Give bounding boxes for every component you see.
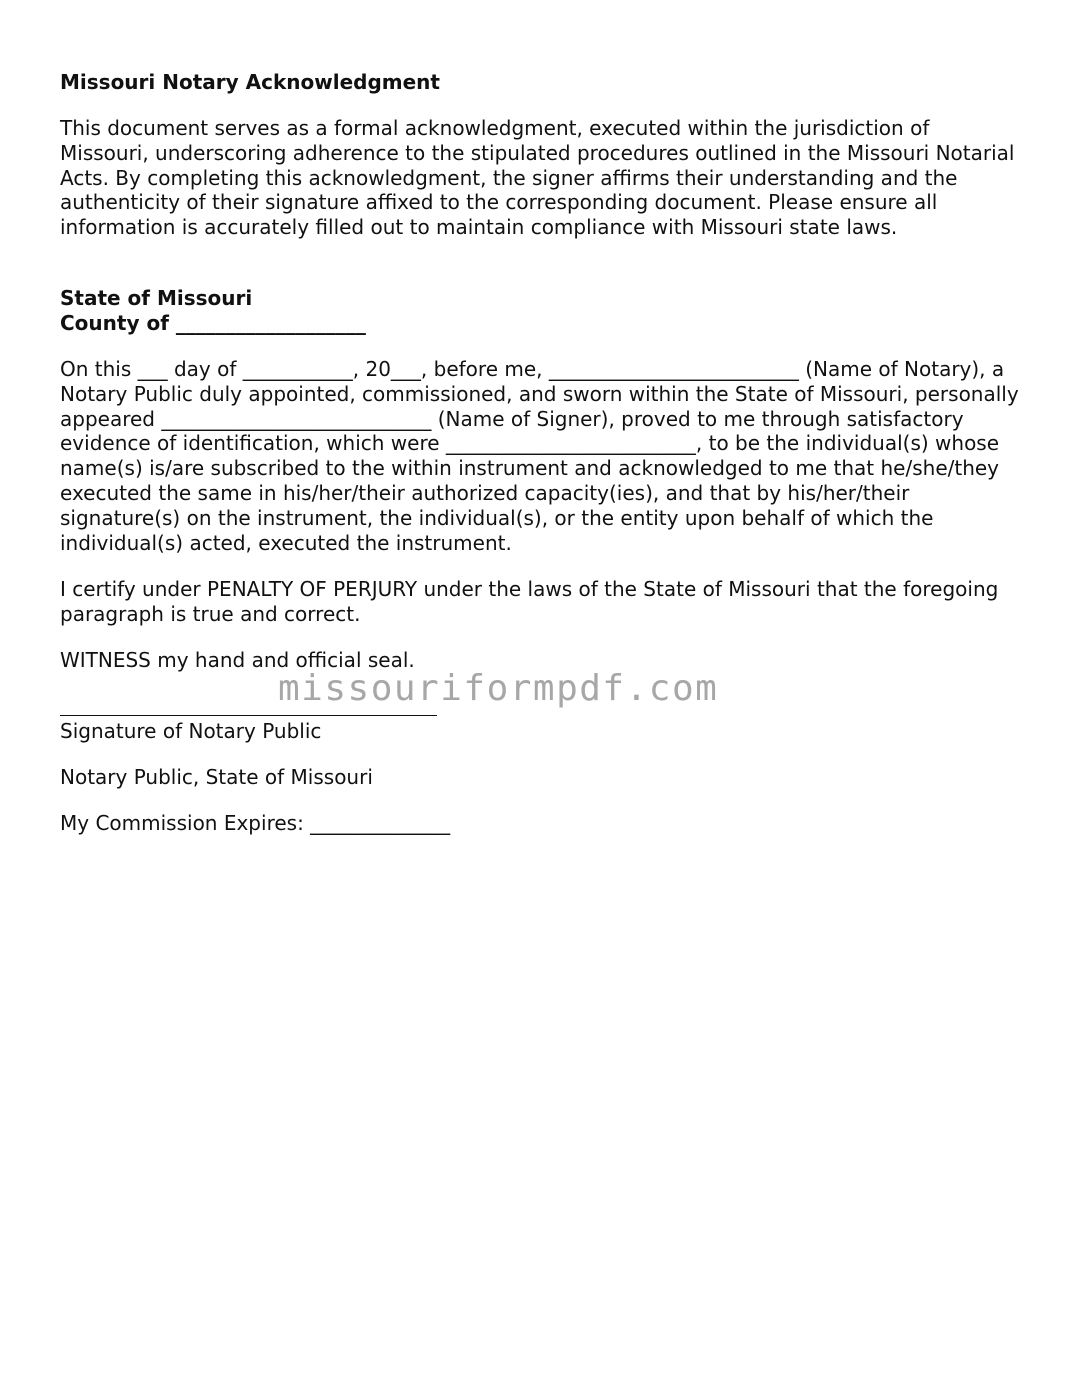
watermark: missouriformpdf.com: [278, 668, 719, 709]
certification-paragraph: I certify under PENALTY OF PERJURY under the laws of the State of Missouri that the foregoing paragraph is true and correct.: [60, 577, 999, 626]
acknowledgment-paragraph: On this ___ day of ___________, 20___, before me, _________________________ (Name of Notary), a Notary Public duly appointed, commissioned, and sworn within the State of Missouri, personally appeared ___________________________ (Name of Signer), proved to me through satisfactory evidence of identification, which were _________________________, to be the individual(s) whose name(s) is/are subscribed to the within instrument and acknowledged to me that he/she/they executed the same in his/her/their authorized capacity(ies), and that by his/her/their signature(s) on the instrument, the individual(s), or the entity upon behalf of which the individual(s) acted, executed the instrument.: [60, 357, 1019, 555]
state-line: State of Missouri: [60, 286, 253, 310]
venue-block: [60, 286, 366, 336]
signature-line: [60, 715, 437, 716]
document-title: Missouri Notary Acknowledgment: [60, 70, 440, 94]
county-line: County of ___________________: [60, 311, 366, 335]
commission-expires: My Commission Expires: ______________: [60, 811, 451, 835]
witness-line: WITNESS my hand and official seal.: [60, 648, 415, 672]
intro-paragraph: This document serves as a formal acknowledgment, executed within the jurisdiction of Missouri, underscoring adherence to the stipulated procedures outlined in the Missouri Notarial Acts. By completing this acknowledgment, the signer affirms their understanding and the authenticity of their signature affixed to the corresponding document. Please ensure all information is accurately filled out to maintain compliance with Missouri state laws.: [60, 116, 1015, 240]
signature-label: Signature of Notary Public: [60, 719, 322, 743]
notary-title: Notary Public, State of Missouri: [60, 765, 373, 789]
